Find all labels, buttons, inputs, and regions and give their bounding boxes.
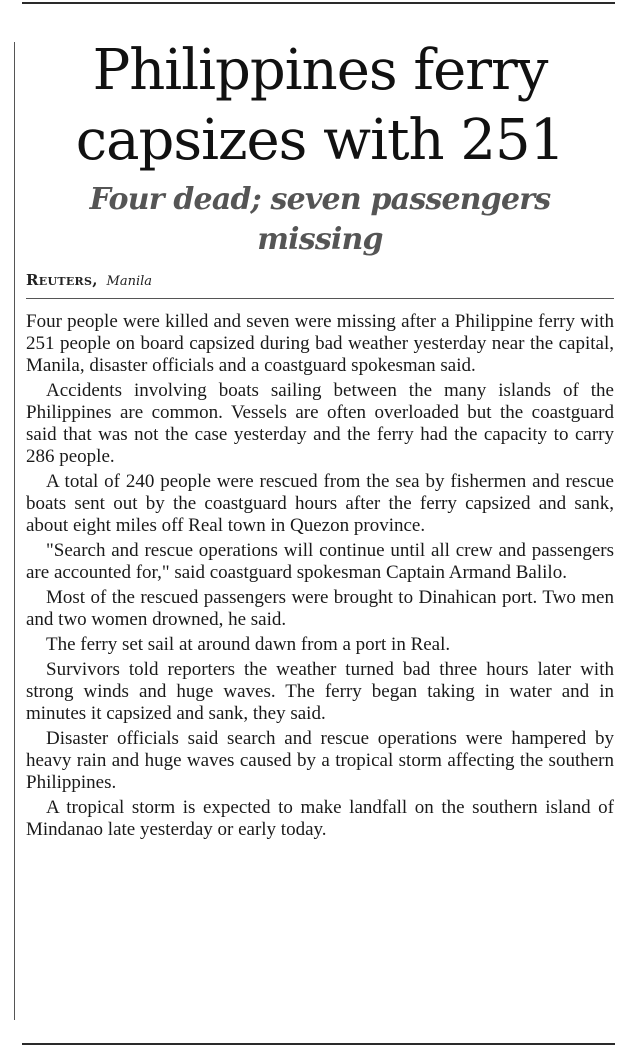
byline-divider [26,298,614,299]
column-divider [14,42,15,1020]
article-paragraph: Survivors told reporters the weather turned bad three hours later with strong winds and huge waves. The ferry began taking in water and in minutes it capsized and sank, they said. [26,659,614,724]
bottom-divider [22,1043,615,1045]
article-paragraph: Four people were killed and seven were missing after a Philippine ferry with 251 people on board capsized during bad weather yesterday near the capital, Manila, disaster officials and a coastguard spokesman said. [26,311,614,376]
article-paragraph: Most of the rescued passengers were brought to Dinahican port. Two men and two women drowned, he said. [26,587,614,630]
headline-line-2: capsizes with 251 [75,108,565,173]
article-paragraph: Accidents involving boats sailing between the many islands of the Philippines are common. Vessels are often overloaded but the coastguard said that was not the case yesterday and the ferry had the capacity to carry 286 people. [26,380,614,467]
byline-agency: Reuters, [26,271,98,289]
byline [26,270,614,292]
headline-line-1: Philippines ferry [92,38,548,103]
byline-place: Manila [106,274,153,289]
headline [26,36,614,176]
subheadline: Four dead; seven passengers missing [89,182,551,257]
article-paragraph: The ferry set sail at around dawn from a port in Real. [46,634,451,655]
article-paragraph: Disaster officials said search and rescue operations were hampered by heavy rain and huge waves caused by a tropical storm affecting the southern Philippines. [26,728,614,793]
article-paragraph: A total of 240 people were rescued from the sea by fishermen and rescue boats sent out by the coastguard hours after the ferry capsized and sank, about eight miles off Real town in Quezon province. [26,471,614,536]
article-body [26,311,614,841]
news-article [26,36,614,844]
article-paragraph: "Search and rescue operations will continue until all crew and passengers are accounted for," said coastguard spokesman Captain Armand Balilo. [26,540,614,583]
article-paragraph: A tropical storm is expected to make landfall on the southern island of Mindanao late yesterday or early today. [26,797,614,840]
top-divider [22,2,615,4]
